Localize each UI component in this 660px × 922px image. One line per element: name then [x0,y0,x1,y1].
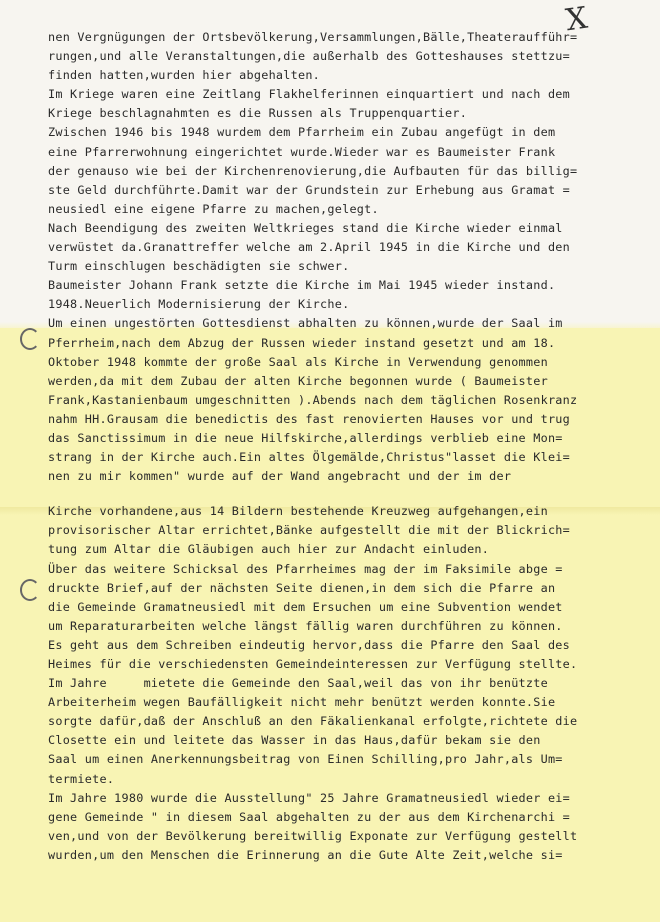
paragraph-block-2 [48,504,648,867]
text-line: Um einen ungestörten Gottesdienst abhalten zu können,wurde der Saal im [48,316,563,331]
text-line: verwüstet da.Granattreffer welche am 2.April 1945 in die Kirche und den [48,240,571,255]
text-line: Saal um einen Anerkennungsbeitrag von Einen Schilling,pro Jahr,als Um= [48,752,563,767]
text-line: ven,und von der Bevölkerung bereitwillig Exponate zur Verfügung gestellt [48,828,578,843]
text-line: 1948.Neuerlich Modernisierung der Kirche. [48,297,350,312]
text-line: rungen,und alle Veranstaltungen,die außerhalb des Gotteshauses stettzu= [48,49,571,64]
text-line: um Reparaturarbeiten welche längst fällig waren durchführen zu können. [48,618,563,633]
punch-hole-icon [20,328,40,350]
document-body [48,30,648,867]
text-line: Kriege beschlagnahmten es die Russen als Truppenquartier. [48,106,468,121]
text-line: druckte Brief,auf der nächsten Seite dienen,in dem sich die Pfarre an [48,580,556,595]
text-line: Frank,Kastanienbaum umgeschnitten ).Abends nach dem täglichen Rosenkranz [48,392,578,407]
text-line: Oktober 1948 kommte der große Saal als Kirche in Verwendung genommen [48,354,548,369]
text-line: nen zu mir kommen" wurde auf der Wand angebracht und der im der [48,469,512,484]
text-line: der genauso wie bei der Kirchenrenovierung,die Aufbauten für das billig= [48,163,578,178]
text-line: nahm HH.Grausam die benedictis des fast renovierten Hauses vor und trug [48,411,571,426]
text-line: Closette ein und leitete das Wasser in das Haus,dafür bekam sie den [48,733,541,748]
text-line: sorgte dafür,daß der Anschluß an den Fäkalienkanal erfolgte,richtete die [48,714,578,729]
text-line: gene Gemeinde " in diesem Saal abgehalten zu der aus dem Kirchenarchi = [48,809,571,824]
text-line: werden,da mit dem Zubau der alten Kirche begonnen wurde ( Baumeister [48,373,548,388]
text-line: finden hatten,wurden hier abgehalten. [48,68,321,83]
text-line: Pferrheim,nach dem Abzug der Russen wieder instand gesetzt und am 18. [48,335,556,350]
text-line: wurden,um den Menschen die Erinnerung an die Gute Alte Zeit,welche si= [48,847,563,862]
text-line: die Gemeinde Gramatneusiedl mit dem Ersuchen um eine Subvention wendet [48,599,563,614]
text-line: das Sanctissimum in die neue Hilfskirche,allerdings verblieb eine Mon= [48,430,563,445]
text-line: Turm einschlugen beschädigten sie schwer. [48,259,350,274]
text-line: Zwischen 1946 bis 1948 wurdem dem Pfarrheim ein Zubau angefügt in dem [48,125,556,140]
text-line: Im Jahre 1980 wurde die Ausstellung" 25 Jahre Gramatneusiedl wieder ei= [48,790,571,805]
text-line: Über das weitere Schicksal des Pfarrheimes mag der im Faksimile abge = [48,561,563,576]
text-line: nen Vergnügungen der Ortsbevölkerung,Versammlungen,Bälle,Theateraufführ= [48,30,578,44]
text-line: Im Kriege waren eine Zeitlang Flakhelferinnen einquartiert und nach dem [48,87,571,102]
text-line: Es geht aus dem Schreiben eindeutig hervor,dass die Pfarre den Saal des [48,637,571,652]
paragraph-block-1 [48,30,648,488]
text-line: ste Geld durchführte.Damit war der Grundstein zur Erhebung aus Gramat = [48,182,571,197]
text-line: termiete. [48,771,115,786]
text-line: provisorischer Altar errichtet,Bänke aufgestellt die mit der Blickrich= [48,523,571,538]
text-line: Nach Beendigung des zweiten Weltkrieges stand die Kirche wieder einmal [48,220,563,235]
text-line: Im Jahre mietete die Gemeinde den Saal,weil das von ihr benützte [48,676,548,691]
text-line: Arbeiterheim wegen Baufälligkeit nicht mehr benützt werden konnte.Sie [48,695,556,710]
text-line: tung zum Altar die Gläubigen auch hier zur Andacht einluden. [48,542,490,557]
text-line: Baumeister Johann Frank setzte die Kirche im Mai 1945 wieder instand. [48,278,556,293]
text-line: Heimes für die verschiedensten Gemeindeinteressen zur Verfügung stellte. [48,657,578,671]
text-line: Kirche vorhandene,aus 14 Bildern bestehende Kreuzweg aufgehangen,ein [48,504,548,519]
text-line: eine Pfarrerwohnung eingerichtet wurde.Wieder war es Baumeister Frank [48,144,556,159]
punch-hole-icon [20,579,40,601]
page-mark: X [563,0,590,39]
text-line: neusiedl eine eigene Pfarre zu machen,gelegt. [48,201,379,216]
paragraph-gap [48,488,648,504]
text-line: strang in der Kirche auch.Ein altes Ölgemälde,Christus"lasset die Klei= [48,450,571,465]
